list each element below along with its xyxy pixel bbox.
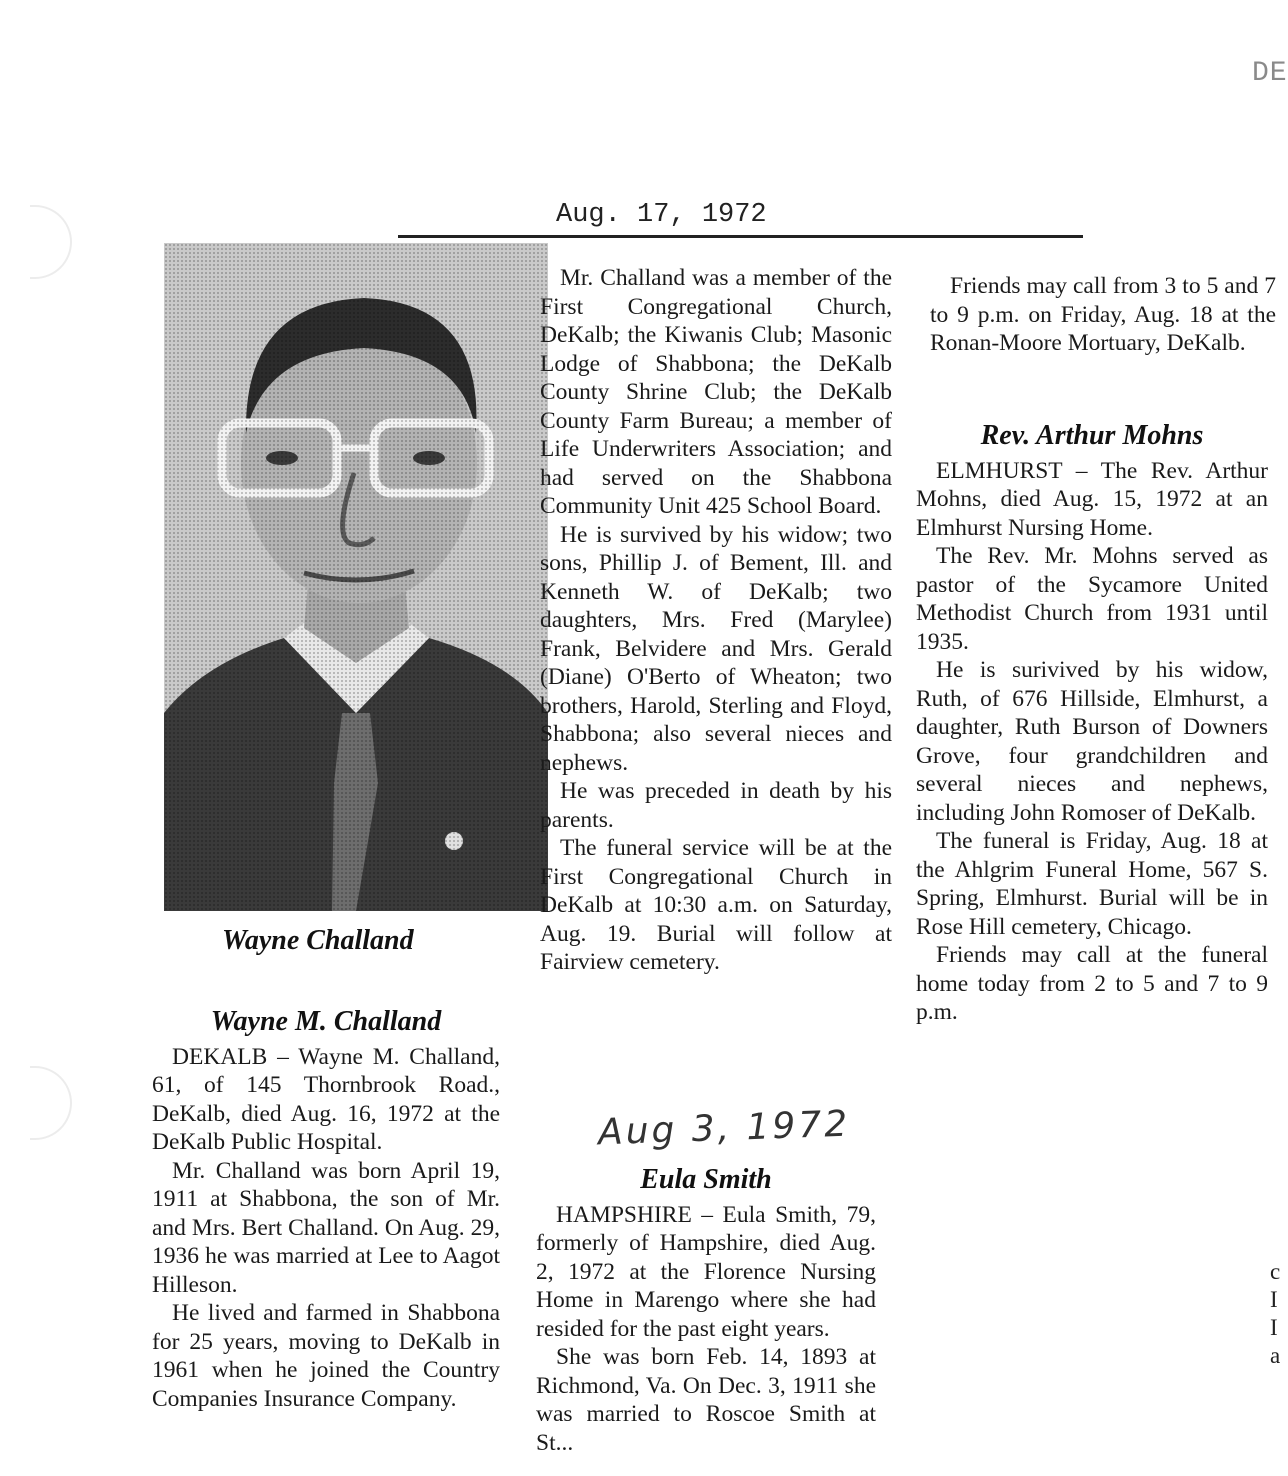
corner-mark: DE (1252, 58, 1288, 89)
obituary-paragraph: DEKALB – Wayne M. Challand, 61, of 145 Thornbrook Road., DeKalb, died Aug. 16, 1972 at the DeKalb Public Hospital. (152, 1043, 500, 1155)
portrait-image (164, 243, 548, 911)
header-rule (398, 235, 1083, 238)
date-stamp: Aug. 17, 1972 (556, 200, 767, 230)
obituary-smith (536, 1166, 876, 1457)
handwritten-date: Aug 3, 1972 (597, 1103, 851, 1154)
obituary-paragraph: Mr. Challand was born April 19, 1911 at Shabbona, the son of Mr. and Mrs. Bert Challand. On Aug. 29, 1936 he was married at Lee to Aagot Hilleson. (152, 1157, 500, 1298)
obituary-paragraph: The funeral service will be at the First Congregational Church in DeKalb at 10:30 a.m. on Saturday, Aug. 19. Burial will follow at Fairview cemetery. (540, 835, 892, 975)
obituary-mohns (916, 422, 1268, 1027)
obituary-challand (152, 1008, 500, 1413)
cut-off-text-fragment: c I I a (1270, 1259, 1281, 1368)
obituary-paragraph: HAMPSHIRE – Eula Smith, 79, formerly of Hampshire, died Aug. 2, 1972 at the Florence Nursing Home in Marengo where she had resided for the past eight years. (536, 1201, 876, 1342)
visitation-notice (930, 272, 1276, 358)
obituary-challand-continued (540, 264, 892, 977)
obituary-heading: Rev. Arthur Mohns (980, 420, 1204, 451)
obituary-paragraph: He lived and farmed in Shabbona for 25 years, moving to DeKalb in 1961 when he joined the Country Companies Insurance Company. (152, 1300, 500, 1412)
obituary-paragraph: He is surivived by his widow, Ruth, of 676 Hillside, Elmhurst, a daughter, Ruth Burson of Downers Grove, four grandchildren and several nieces and nephews, including John Romoser of DeKalb. (916, 657, 1268, 826)
obituary-paragraph: Friends may call at the funeral home today from 2 to 5 and 7 to 9 p.m. (916, 942, 1268, 1025)
obituary-paragraph: Mr. Challand was a member of the First Congregational Church, DeKalb; the Kiwanis Club; Masonic Lodge of Shabbona; the DeKalb County Shrine Club; the DeKalb County Farm Bureau; a member of Life Underwriters Association; and had served on the Shabbona Community Unit 425 School Board. (540, 265, 892, 519)
punch-hole-top (30, 205, 72, 279)
obituary-paragraph: The funeral is Friday, Aug. 18 at the Ahlgrim Funeral Home, 567 S. Spring, Elmhurst. Burial will be in Rose Hill cemetery, Chicago. (916, 828, 1268, 940)
obituary-paragraph: ELMHURST – The Rev. Arthur Mohns, died Aug. 15, 1972 at an Elmhurst Nursing Home. (916, 457, 1268, 541)
obituary-paragraph: He was preceded in death by his parents. (540, 778, 892, 833)
portrait-photo (164, 243, 548, 911)
obituary-paragraph: She was born Feb. 14, 1893 at Richmond, Va. On Dec. 3, 1911 she was married to Roscoe Smith at St... (536, 1344, 876, 1456)
obituary-heading: Wayne M. Challand (210, 1006, 442, 1037)
obituary-paragraph: The Rev. Mr. Mohns served as pastor of the Sycamore United Methodist Church from 1931 until 1935. (916, 543, 1268, 655)
photo-caption: Wayne Challand (222, 925, 414, 956)
obituary-paragraph: He is survived by his widow; two sons, Phillip J. of Bement, Ill. and Kenneth W. of DeKalb; two daughters, Mrs. Fred (Marylee) Frank, Belvidere and Mrs. Gerald (Diane) O'Berto of Wheaton; two brothers, Harold, Sterling and Floyd, Shabbona; also several nieces and nephews. (540, 521, 892, 776)
obituary-heading: Eula Smith (640, 1164, 772, 1195)
punch-hole-bottom (30, 1066, 72, 1140)
obituary-paragraph: Friends may call from 3 to 5 and 7 to 9 p.m. on Friday, Aug. 18 at the Ronan-Moore Mortuary, DeKalb. (930, 273, 1276, 356)
